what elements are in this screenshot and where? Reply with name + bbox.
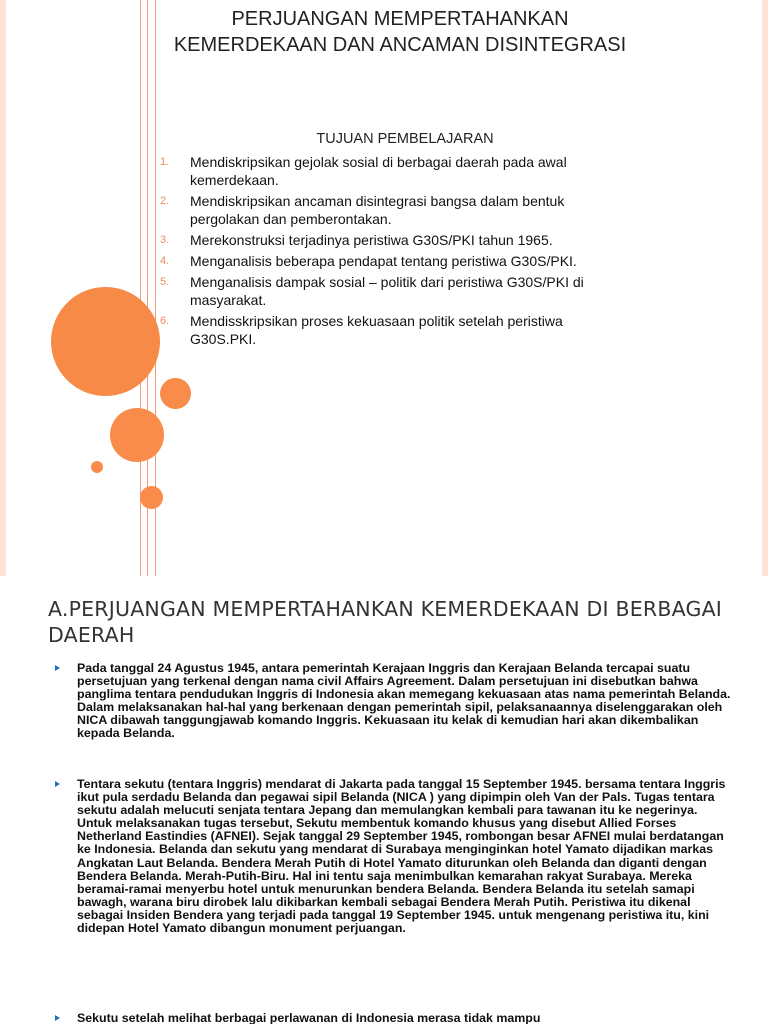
- list-number: 5.: [160, 276, 170, 288]
- triangle-bullet-icon: [55, 665, 60, 671]
- triangle-bullet-icon: [55, 781, 60, 787]
- paragraph: [77, 778, 733, 935]
- decor-circle-large: [51, 287, 160, 396]
- list-item: [160, 273, 610, 309]
- objectives-list: [160, 153, 610, 351]
- decor-vertical-line: [140, 0, 141, 576]
- list-item-text: Merekonstruksi terjadinya peristiwa G30S/PKI tahun 1965.: [190, 232, 553, 248]
- decor-circle: [140, 486, 163, 509]
- paragraph: [77, 1012, 733, 1024]
- list-item: [160, 192, 610, 228]
- decor-circle-small: [91, 461, 103, 473]
- list-item: [160, 231, 610, 249]
- decor-circle: [160, 378, 191, 409]
- left-decor-bar: [0, 0, 6, 576]
- list-number: 6.: [160, 315, 170, 327]
- paragraph: [77, 662, 733, 741]
- section-heading: A.PERJUANGAN MEMPERTAHANKAN KEMERDEKAAN DI BERBAGAI DAERAH: [48, 597, 723, 647]
- list-number: 1.: [160, 156, 170, 168]
- list-item-text: Mendiskripsikan ancaman disintegrasi bangsa dalam bentuk pergolakan dan pemberontakan.: [190, 193, 565, 227]
- paragraph-text: Pada tanggal 24 Agustus 1945, antara pemerintah Kerajaan Inggris dan Kerajaan Belanda tercapai suatu persetujuan yang terkenal dengan nama civil Affairs Agreement. Dalam persetujuan ini disebutkan bahwa panglima tentara pendudukan Inggris di Indonesia akan memegang kekuasaan atas nama pemerintah Belanda. Dalam melaksanakan hal-hal yang berkenaan dengan pemerintah sipil, pelaksanaannya diselenggarakan oleh NICA dibawah tanggungjawab komando Inggris. Kekuasaan itu kelak di kemudian hari akan dikembalikan kepada Belanda.: [77, 661, 731, 741]
- learning-objectives-heading: TUJUAN PEMBELAJARAN: [316, 131, 494, 147]
- list-number: 3.: [160, 234, 170, 246]
- list-item-text: Menganalisis dampak sosial – politik dari peristiwa G30S/PKI di masyarakat.: [190, 274, 584, 308]
- list-item: [160, 312, 610, 348]
- list-number: 4.: [160, 255, 170, 267]
- list-item-text: Menganalisis beberapa pendapat tentang peristiwa G30S/PKI.: [190, 253, 577, 269]
- decor-circle: [110, 408, 164, 462]
- paragraph-text: Sekutu setelah melihat berbagai perlawanan di Indonesia merasa tidak mampu: [77, 1011, 541, 1024]
- slide-1-title: PERJUANGAN MEMPERTAHANKAN KEMERDEKAAN DAN ANCAMAN DISINTEGRASI: [173, 8, 627, 56]
- paragraph-text: Tentara sekutu (tentara Inggris) mendarat di Jakarta pada tanggal 15 September 1945. bersama tentara Inggris ikut pula serdadu Belanda dan pegawai sipil Belanda (NICA ) yang dipimpin oleh Van der Pals. Tugas tentara sekutu adalah melucuti senjata tentara Jepang dan memulangkan kembali para tawanan itu ke negerinya. Untuk melaksanakan tugas tersebut, Sekutu membentuk komando khusus yang disebut Allied Forses Netherland Eastindies (AFNEI). Sejak tanggal 29 September 1945, rombongan besar AFNEI mulai berdatangan ke Indonesia. Belanda dan sekutu yang mendarat di Surabaya menginginkan hotel Yamato dijadikan markas Angkatan Laut Belanda. Bendera Merah Putih di Hotel Yamato diturunkan oleh Belanda dan diganti dengan Bendera Belanda. Merah-Putih-Biru. Hal ini tentu saja menimbulkan kemarahan rakyat Surabaya. Mereka beramai-ramai menyerbu hotel untuk menurunkan bendera Belanda. Bendera Belanda itu setelah samapi bawagh, warana biru dirobek lalu dikibarkan kembali sebagai Bendera Merah Putih. Peristiwa itu dikenal sebagai Insiden Bendera yang terjadi pada tanggal 19 September 1945. untuk mengenang peristiwa itu, kini didepan Hotel Yamato dibangun monument perjuangan.: [77, 777, 726, 936]
- list-item: [160, 252, 610, 270]
- slide-2: [0, 576, 768, 1024]
- list-item: [160, 153, 610, 189]
- list-item-text: Mendiskripsikan gejolak sosial di berbagai daerah pada awal kemerdekaan.: [190, 154, 567, 188]
- list-number: 2.: [160, 195, 170, 207]
- list-item-text: Mendisskripsikan proses kekuasaan politik setelah peristiwa G30S.PKI.: [190, 313, 563, 347]
- right-decor-bar: [762, 0, 768, 576]
- triangle-bullet-icon: [55, 1015, 60, 1021]
